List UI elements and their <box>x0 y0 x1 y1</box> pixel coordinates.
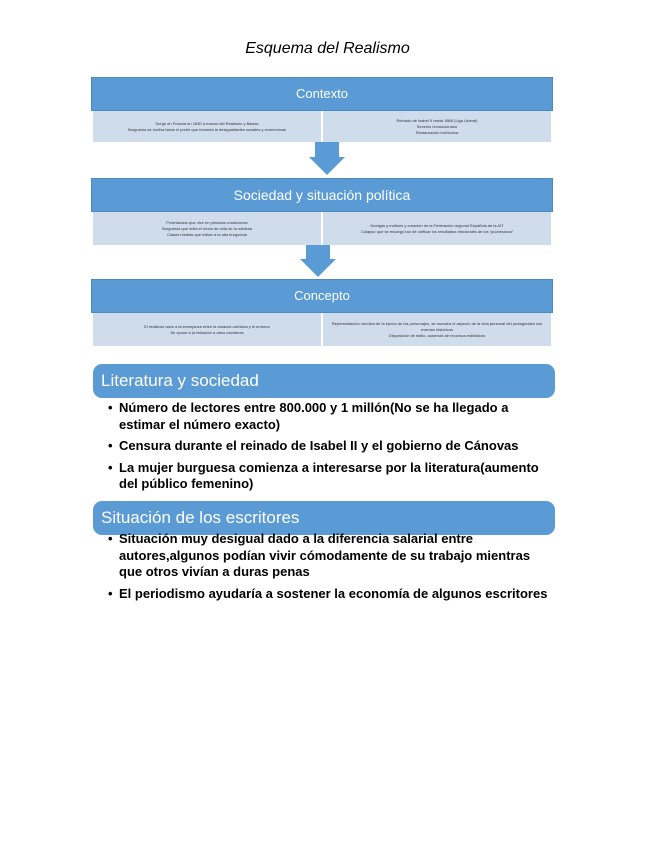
concepto-left-column <box>93 313 321 346</box>
contexto-right-line: Sexenio revolucionario <box>416 123 458 129</box>
contexto-right-line: Restauración borbónica <box>415 129 459 135</box>
list-item: • Número de lectores entre 800.000 y 1 millón(No se ha llegado a estimar el número exacto) <box>108 400 548 433</box>
section-header-sociedad: Sociedad y situación política <box>91 178 553 212</box>
document-title: Esquema del Realismo <box>245 40 410 57</box>
concepto-left-line: Se opone a la imitación a otros escritores <box>170 329 244 335</box>
section-header-concepto: Concepto <box>91 279 553 313</box>
section-body-concepto <box>93 313 551 346</box>
sociedad-left-line: Burguesía que imita el modo de vida de la nobleza <box>162 225 252 231</box>
concepto-left-line: El realismo nace a la semejanza entre la creación artística y el entorno <box>144 323 270 329</box>
escritores-list <box>108 531 548 607</box>
arrow-down-icon <box>315 142 339 158</box>
sociedad-right-column <box>323 212 551 245</box>
sociedad-right-line: Colapso que se encargó tan de unificar los resultados electorales de los “pucherazos” <box>360 228 514 234</box>
list-item: • El periodismo ayudaría a sostener la economía de algunos escritores <box>108 586 548 603</box>
sociedad-left-line: Clases medias que imitan a la alta burguesía <box>167 231 247 237</box>
list-item: • Censura durante el reinado de Isabel II y el gobierno de Cánovas <box>108 438 548 455</box>
concepto-right-line: Disposición de estilo, ausencia de recursos estilísticos <box>388 332 486 338</box>
list-item: • La mujer burguesa comienza a interesarse por la literatura(aumento del público femenino) <box>108 460 548 493</box>
list-item: • Situación muy desigual dado a la diferencia salarial entre autores,algunos podían vivir cómodamente de su trabajo mientras que otros vivían a duras penas <box>108 531 548 581</box>
contexto-right-line: Reinado de Isabel II hasta 1868 (Liga Liberal) <box>396 117 478 123</box>
contexto-left-line: Burguesía se inclina hacia el poder que fomenta la desigualdades sociales y económicas <box>128 126 286 132</box>
contexto-right-column <box>323 111 551 142</box>
sociedad-left-column <box>93 212 321 245</box>
section-body-contexto <box>93 111 551 142</box>
section-body-sociedad <box>93 212 551 245</box>
contexto-left-line: Surge en Francia en 1830 a manos del Realismo y Balzac <box>155 120 259 126</box>
arrow-down-icon <box>300 259 336 277</box>
contexto-left-column <box>93 111 321 142</box>
sociedad-left-line: Proletariado que vive en pésimas condiciones <box>166 219 248 225</box>
literatura-header: Literatura y sociedad <box>93 364 555 398</box>
section-header-contexto: Contexto <box>91 77 553 111</box>
literatura-list <box>108 400 548 498</box>
concepto-right-line: Representación verídica de la época de los personajes, se muestra el aspecto de la vida personal del protagonista con eventos históricos <box>331 320 543 332</box>
concepto-right-column <box>323 313 551 346</box>
sociedad-right-line: Huelgas y motines y creación de la Federación regional Española de la AIT <box>370 222 504 228</box>
arrow-down-icon <box>306 245 330 260</box>
arrow-down-icon <box>309 157 345 175</box>
escritores-header: Situación de los escritores <box>93 501 555 535</box>
